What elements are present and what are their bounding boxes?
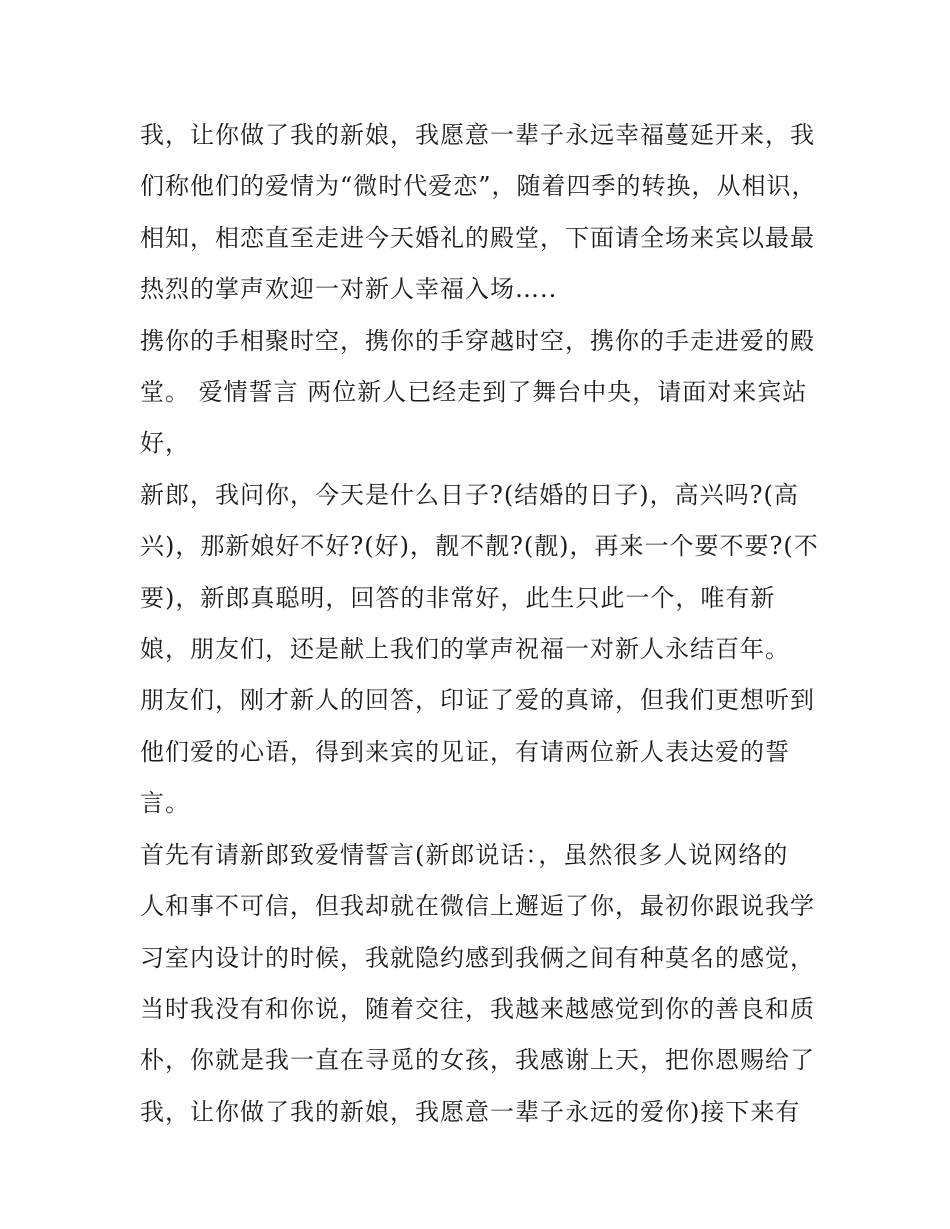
text-line: 堂。 爱情誓言 两位新人已经走到了舞台中央，请面对来宾站 bbox=[140, 378, 808, 407]
text-line: 娘，朋友们，还是献上我们的掌声祝福一对新人永结百年。 bbox=[140, 635, 790, 664]
text-line: 我，让你做了我的新娘，我愿意一辈子永远幸福蔓延开来，我 bbox=[140, 121, 815, 149]
text-line: 们称他们的爱情为“微时代爱恋”，随着四季的转换，从相识， bbox=[140, 172, 817, 201]
text-line: 朋友们，刚才新人的回答，印证了爱的真谛，但我们更想听到 bbox=[140, 686, 815, 715]
text-line: 朴，你就是我一直在寻觅的女孩，我感谢上天，把你恩赐给了 bbox=[140, 1046, 815, 1075]
body-text bbox=[140, 110, 820, 1138]
text-line: 当时我没有和你说，随着交往，我越来越感觉到你的善良和质 bbox=[140, 994, 815, 1023]
text-line: 携你的手相聚时空，携你的手穿越时空，携你的手走进爱的殿 bbox=[140, 326, 815, 355]
text-line: 要)，新郎真聪明，回答的非常好，此生只此一个，唯有新 bbox=[140, 583, 776, 612]
text-line: 人和事不可信，但我却就在微信上邂逅了你，最初你跟说我学 bbox=[140, 892, 815, 921]
text-line: 首先有请新郎致爱情誓言(新郎说话：，虽然很多人说网络的 bbox=[140, 840, 789, 869]
text-line: 我，让你做了我的新娘，我愿意一辈子永远的爱你)接下来有 bbox=[140, 1097, 801, 1126]
text-line: 习室内设计的时候，我就隐约感到我俩之间有种莫名的感觉， bbox=[140, 943, 815, 972]
text-line: 新郎，我问你，今天是什么日子?(结婚的日子)，高兴吗?(高 bbox=[140, 480, 799, 509]
text-line: 相知，相恋直至走进今天婚礼的殿堂，下面请全场来宾以最最 bbox=[140, 223, 815, 252]
text-line: 热烈的掌声欢迎一对新人幸福入场….. bbox=[140, 275, 558, 304]
text-line: 言。 bbox=[140, 789, 190, 818]
text-line: 好， bbox=[140, 429, 190, 458]
text-line: 兴)，那新娘好不好?(好)，靓不靓?(靓)，再来一个要不要?(不 bbox=[140, 532, 819, 561]
text-line: 他们爱的心语，得到来宾的见证，有请两位新人表达爱的誓 bbox=[140, 737, 790, 766]
